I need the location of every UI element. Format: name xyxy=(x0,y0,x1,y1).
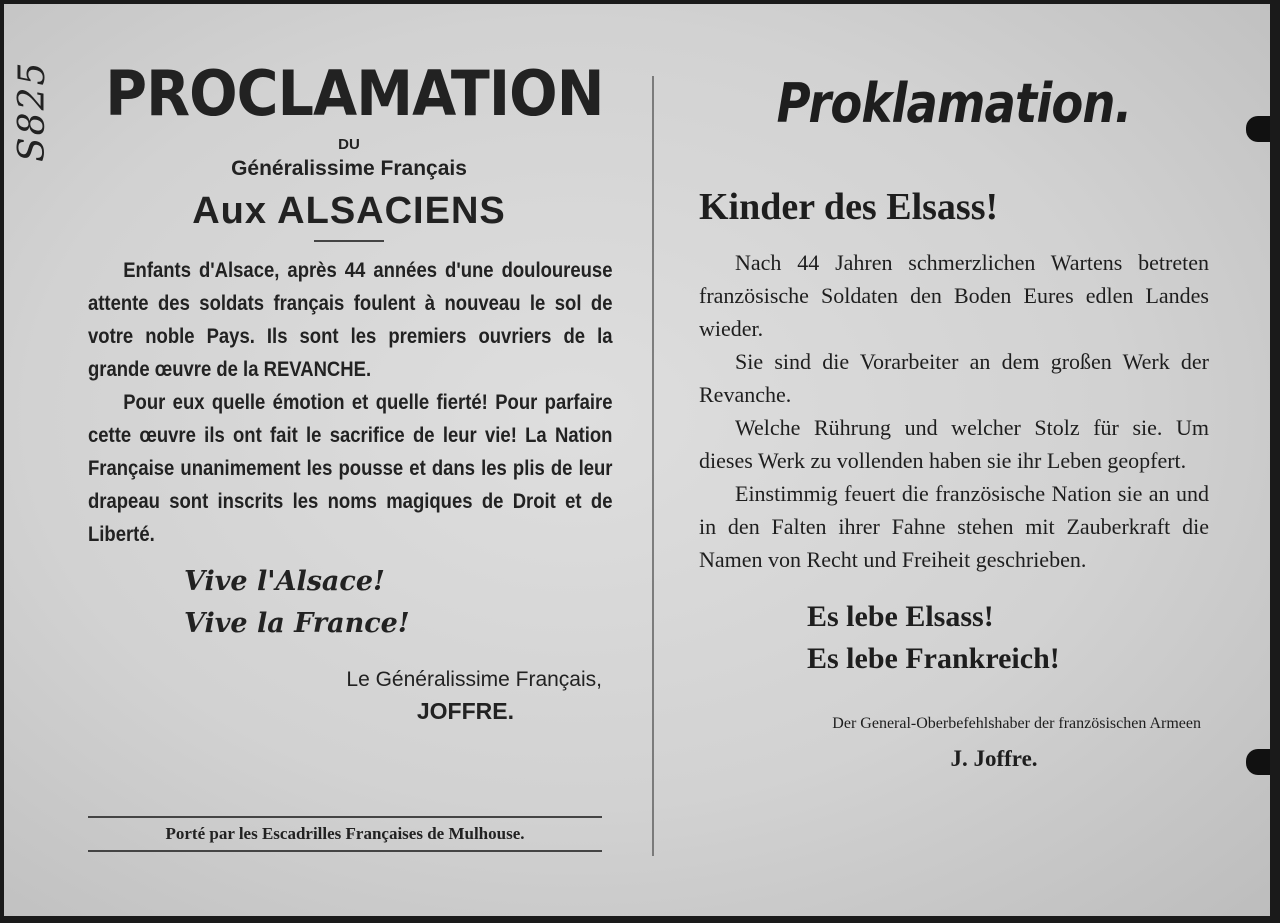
french-cheer: Vive la France! xyxy=(184,608,410,639)
poster xyxy=(4,4,1270,916)
german-paragraph: Einstimmig feuert die französische Nation sie an und in den Falten ihrer Fahne stehen mit Zauberkraft die Namen von Recht und Freiheit geschrieben. xyxy=(699,481,1209,572)
french-cheer: Vive l'Alsace! xyxy=(184,566,385,597)
german-column xyxy=(699,64,1209,774)
french-address: Aux ALSACIENS xyxy=(192,190,506,232)
french-column xyxy=(84,54,614,727)
french-signature-name: JOFFRE. xyxy=(416,698,514,724)
german-title: Proklamation. xyxy=(776,72,1132,135)
german-cheer: Es lebe Elsass! xyxy=(807,600,994,633)
french-body xyxy=(88,254,612,551)
archive-number: S825 xyxy=(12,60,53,162)
french-author: Généralissime Français xyxy=(231,157,467,180)
german-paragraph: Nach 44 Jahren schmerzlichen Wartens betreten französische Soldaten den Boden Eures edlen Landes wieder. xyxy=(699,250,1209,341)
plate-clip xyxy=(1246,749,1270,775)
french-footer: Porté par les Escadrilles Françaises de Mulhouse. xyxy=(88,816,602,852)
german-signature-name: J. Joffre. xyxy=(950,746,1038,771)
title-rule xyxy=(314,240,384,242)
german-cheer: Es lebe Frankreich! xyxy=(807,642,1060,675)
german-body xyxy=(699,246,1209,576)
german-signature-title: Der General-Oberbefehlshaber der französischen Armeen xyxy=(832,715,1201,732)
french-signature-title: Le Généralissime Français, xyxy=(346,668,602,691)
french-du: DU xyxy=(338,136,360,153)
plate-clip xyxy=(1246,116,1270,142)
german-cheers xyxy=(807,596,1209,680)
column-divider xyxy=(652,76,654,856)
french-cheers xyxy=(184,561,614,645)
german-paragraph: Sie sind die Vorarbeiter an dem großen Werk der Revanche. xyxy=(699,349,1209,407)
french-paragraph: Enfants d'Alsace, après 44 années d'une douloureuse attente des soldats français foulent à nouveau le sol de votre noble Pays. Ils sont les premiers ouvriers de la grande œuvre de la REVANCHE. xyxy=(88,259,613,381)
german-paragraph: Welche Rührung und welcher Stolz für sie. Um dieses Werk zu vollenden haben sie ihr Leben geopfert. xyxy=(699,415,1209,473)
french-title: PROCLAMATION xyxy=(105,57,604,130)
french-paragraph: Pour eux quelle émotion et quelle fierté! Pour parfaire cette œuvre ils ont fait le sacrifice de leur vie! La Nation Française unanimement les pousse et dans les plis de leur drapeau sont inscrits les noms magiques de Droit et de Liberté. xyxy=(88,391,613,546)
german-heading: Kinder des Elsass! xyxy=(699,186,999,228)
